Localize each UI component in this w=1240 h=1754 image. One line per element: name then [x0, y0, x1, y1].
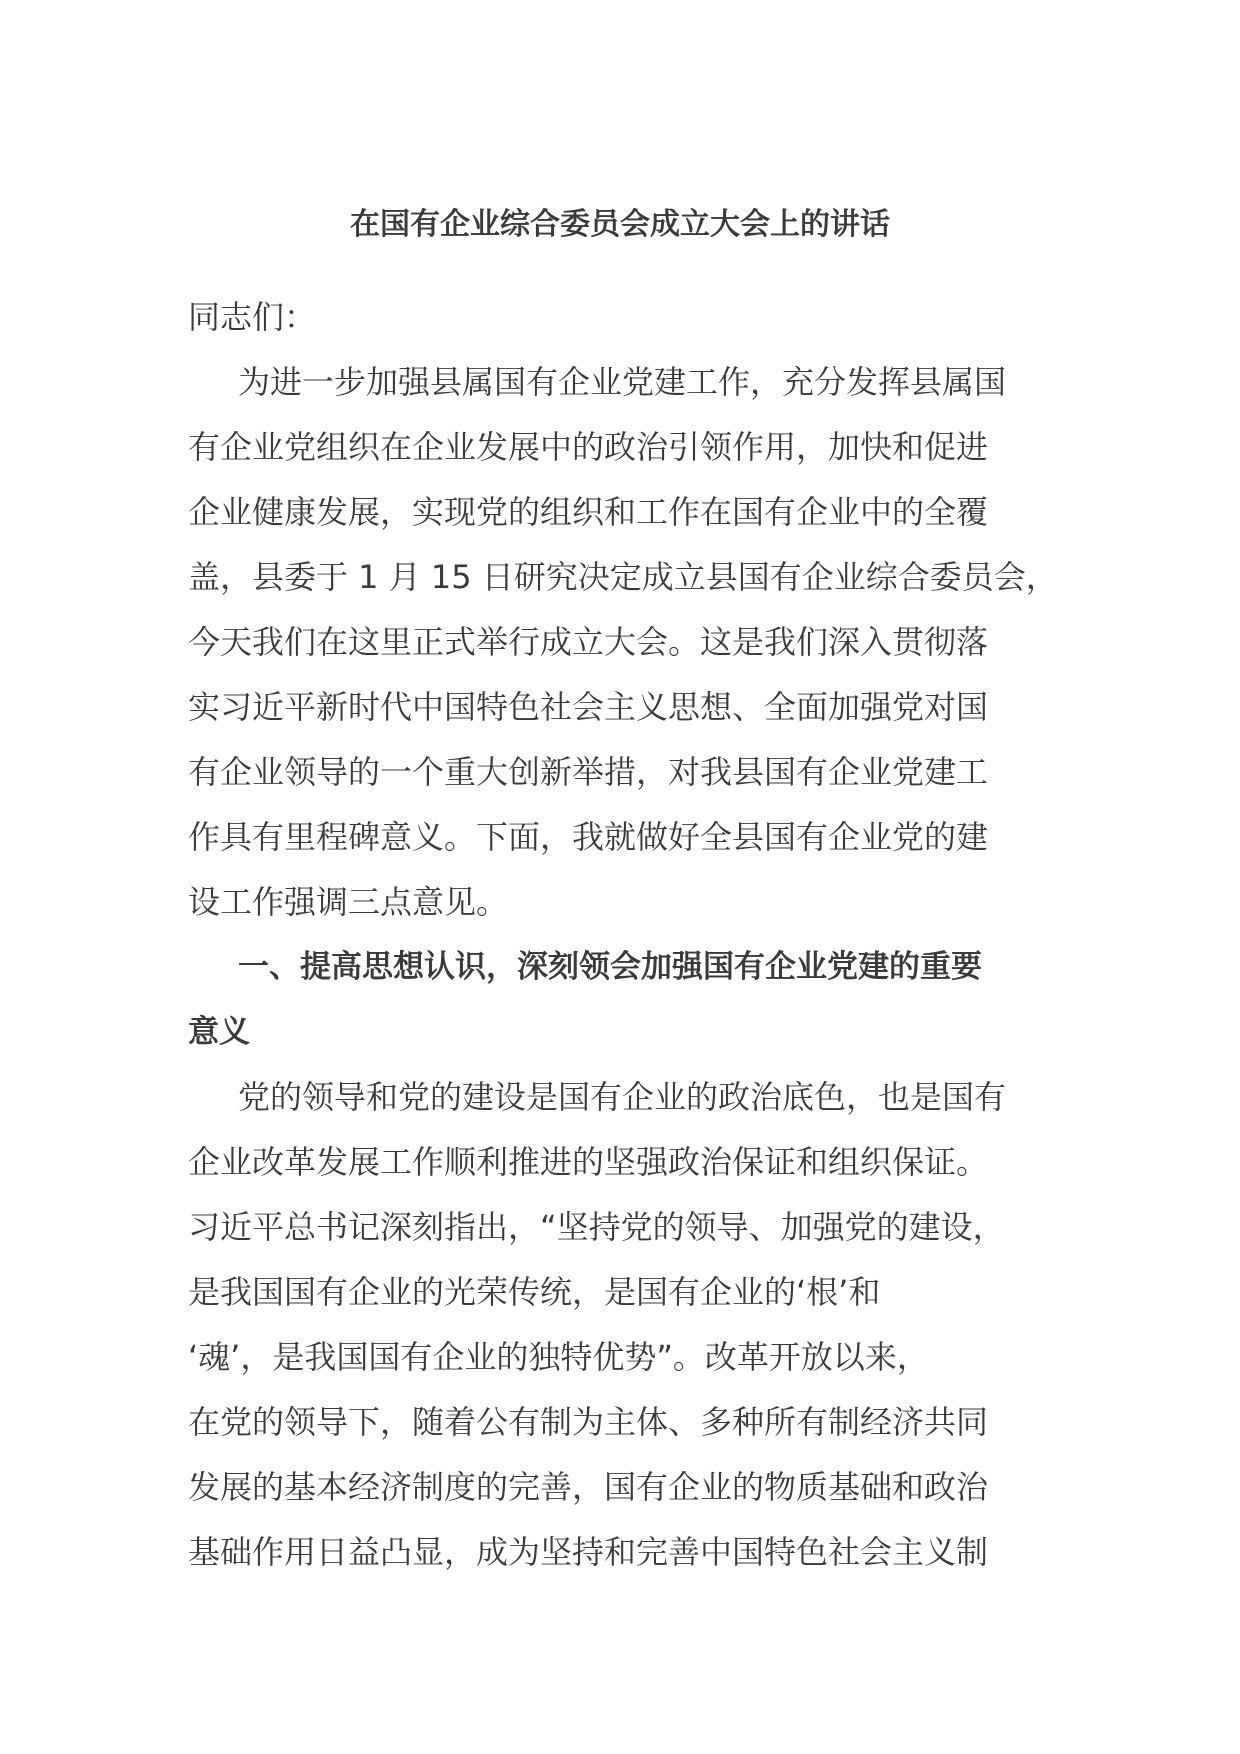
paragraph-line: 基础作用日益凸显，成为坚持和完善中国特色社会主义制 [188, 1533, 989, 1571]
paragraph-line: 今天我们在这里正式举行成立大会。这是我们深入贯彻落 [188, 623, 989, 661]
paragraph-line: 有企业领导的一个重大创新举措，对我县国有企业党建工 [188, 753, 989, 791]
document-body [188, 285, 1068, 1585]
paragraph-line: 实习近平新时代中国特色社会主义思想、全面加强党对国 [188, 688, 989, 726]
paragraph-line: 盖，县委于 1 月 15 日研究决定成立县国有企业综合委员会， [188, 558, 1058, 596]
paragraph-line: ‘魂’，是我国国有企业的独特优势”。改革开放以来， [188, 1338, 929, 1376]
salutation: 同志们： [188, 298, 317, 336]
paragraph-line: 习近平总书记深刻指出，“坚持党的领导、加强党的建设， [188, 1208, 1005, 1246]
paragraph-line: 是我国国有企业的光荣传统，是国有企业的‘根’和 [188, 1273, 881, 1311]
paragraph-line: 企业改革发展工作顺利推进的坚强政治保证和组织保证。 [188, 1143, 989, 1181]
document-title: 在国有企业综合委员会成立大会上的讲话 [350, 207, 890, 242]
heading-line: 意义 [188, 1014, 250, 1050]
paragraph-section-1 [188, 1065, 1068, 1585]
paragraph-line: 党的领导和党的建设是国有企业的政治底色，也是国有 [238, 1078, 1007, 1116]
heading-line: 一、提高思想认识，深刻领会加强国有企业党建的重要 [238, 949, 982, 985]
paragraph-line: 有企业党组织在企业发展中的政治引领作用，加快和促进 [188, 428, 989, 466]
paragraph-line: 企业健康发展，实现党的组织和工作在国有企业中的全覆 [188, 493, 989, 531]
paragraph-line: 作具有里程碑意义。下面，我就做好全县国有企业党的建 [188, 818, 989, 856]
paragraph-line: 在党的领导下，随着公有制为主体、多种所有制经济共同 [188, 1403, 989, 1441]
paragraph-line: 设工作强调三点意见。 [188, 883, 509, 921]
paragraph-line: 为进一步加强县属国有企业党建工作，充分发挥县属国 [238, 363, 1007, 401]
paragraph-intro [188, 350, 1068, 935]
paragraph-line: 发展的基本经济制度的完善，国有企业的物质基础和政治 [188, 1468, 989, 1506]
section-heading-1 [188, 935, 1068, 1065]
